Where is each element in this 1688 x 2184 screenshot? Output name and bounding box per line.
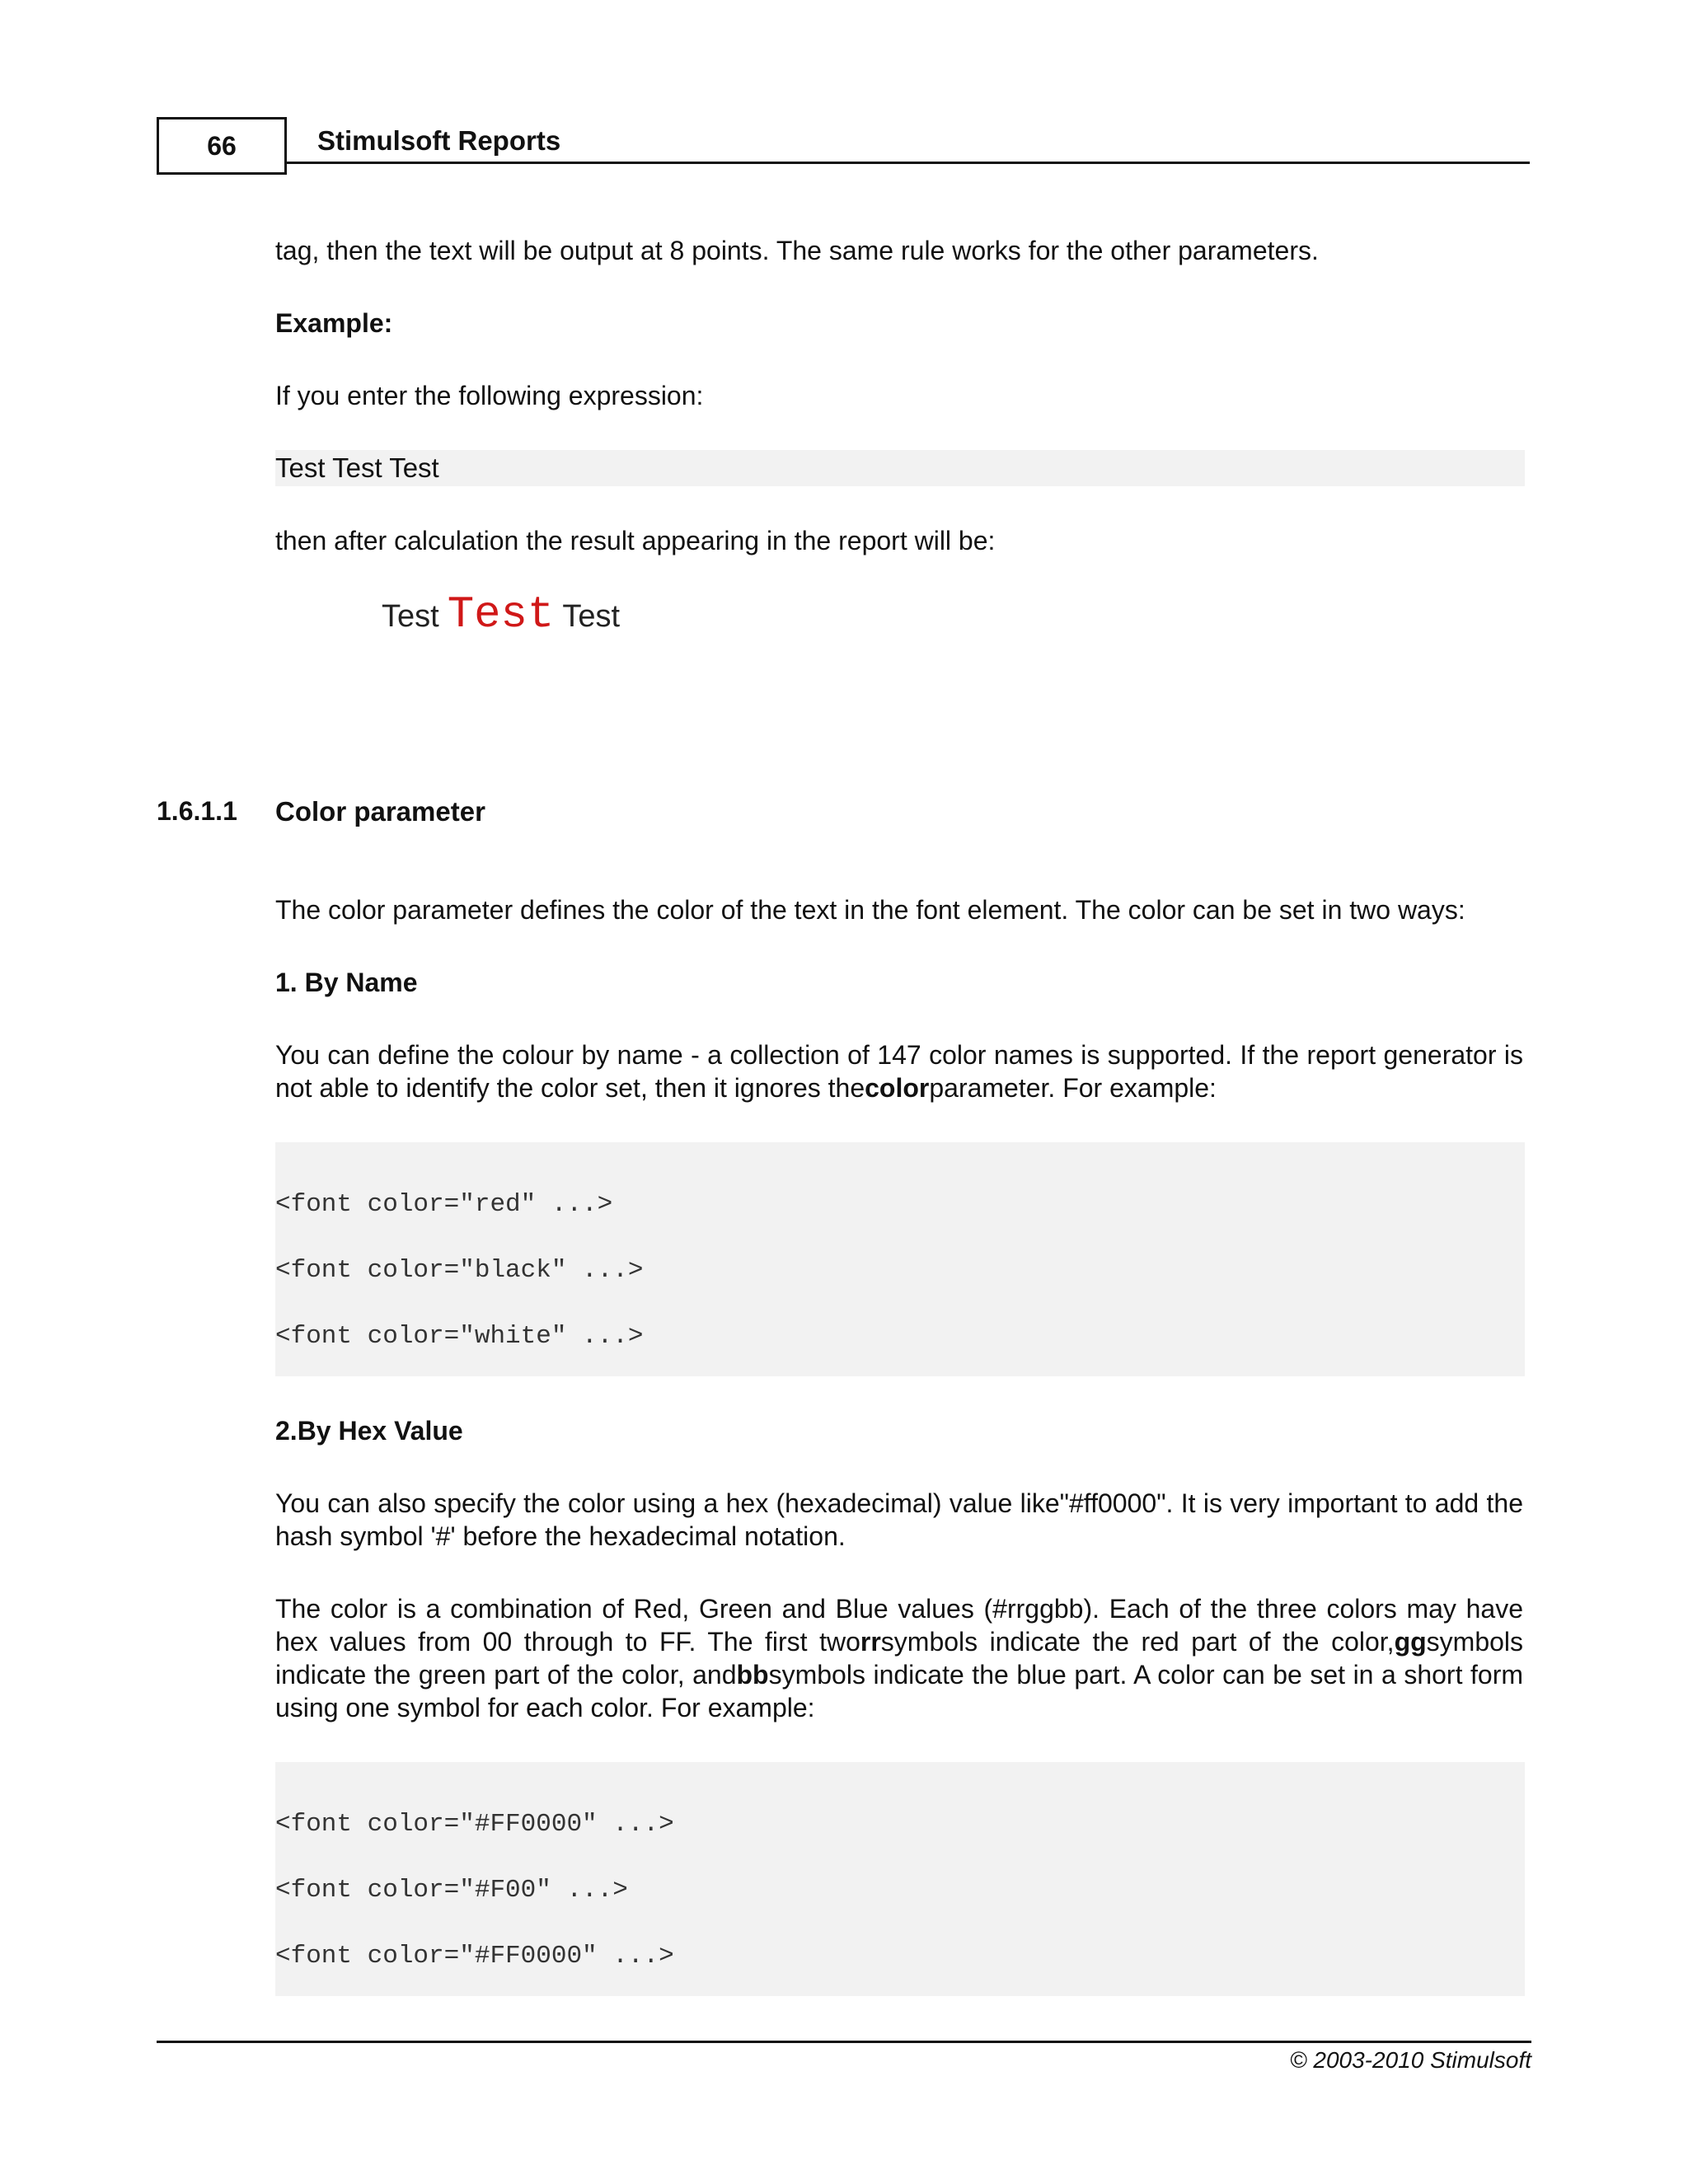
code-line: <font color="black" ...> xyxy=(275,1256,644,1285)
hex-text-a: The color is a combination of Red, Green and Blue values (#rrggbb). Each of the three colors may have hex values from 00 through to FF. The first two xyxy=(275,1594,1523,1657)
by-hex-paragraph-2 xyxy=(275,1592,1523,1724)
by-hex-paragraph-1: You can also specify the color using a hex (hexadecimal) value like"#ff0000". It is very important to add the hash symbol '#' before the hexadecimal notation. xyxy=(275,1488,1523,1551)
code-line: <font color="#F00" ...> xyxy=(275,1876,628,1905)
rendered-result xyxy=(382,590,620,648)
hex-text-b: symbols indicate the red part of the color, xyxy=(880,1627,1395,1657)
by-name-text-before: You can define the colour by name - a collection of 147 color names is supported. If the report generator is not able to identify the color set, then it ignores the xyxy=(275,1040,1523,1103)
page-number: 66 xyxy=(157,117,287,175)
by-hex-heading: 2.By Hex Value xyxy=(275,1416,463,1446)
bb-keyword: bb xyxy=(736,1660,769,1690)
by-name-text-after: parameter. For example: xyxy=(929,1073,1217,1103)
by-name-paragraph xyxy=(275,1038,1523,1104)
code-line: <font color="#FF0000" ...> xyxy=(275,1810,674,1839)
expression-text: Test Test Test xyxy=(275,452,439,483)
rendered-test-large: Test xyxy=(447,590,555,640)
rendered-test-right: Test xyxy=(562,599,621,634)
color-intro-paragraph: The color parameter defines the color of the text in the font element. The color can be set in two ways: xyxy=(275,895,1465,925)
section-title: Color parameter xyxy=(275,796,485,827)
code-block-names xyxy=(275,1142,1525,1376)
code-line: <font color="red" ...> xyxy=(275,1190,613,1219)
rendered-test-left: Test xyxy=(382,599,439,634)
rr-keyword: rr xyxy=(860,1627,881,1657)
hex-text-c: symbols indicate the green part of the color, and xyxy=(275,1627,1524,1690)
hex-text-d: symbols indicate the blue part. A color can be set in a short form using one symbol for each color. For example: xyxy=(275,1660,1524,1722)
section-number: 1.6.1.1 xyxy=(157,796,237,826)
result-intro-text: then after calculation the result appearing in the report will be: xyxy=(275,526,996,555)
header-title: Stimulsoft Reports xyxy=(317,125,561,156)
code-line: <font color="#FF0000" ...> xyxy=(275,1942,674,1971)
code-block-hex xyxy=(275,1762,1525,1996)
by-name-heading-number: 1. xyxy=(275,968,298,997)
example-label: Example: xyxy=(275,308,393,338)
footer-rule xyxy=(157,2041,1531,2043)
by-name-heading xyxy=(275,966,1523,999)
header-rule xyxy=(287,162,1530,164)
gg-keyword: gg xyxy=(1394,1627,1427,1657)
footer-copyright: © 2003-2010 Stimulsoft xyxy=(1289,2047,1531,2073)
continuation-paragraph: tag, then the text will be output at 8 points. The same rule works for the other parameters. xyxy=(275,236,1319,265)
by-name-heading-text: By Name xyxy=(304,968,418,997)
expression-box xyxy=(275,450,1525,486)
code-line: <font color="white" ...> xyxy=(275,1322,644,1351)
enter-expression-text: If you enter the following expression: xyxy=(275,381,704,410)
color-keyword: color xyxy=(865,1073,930,1103)
